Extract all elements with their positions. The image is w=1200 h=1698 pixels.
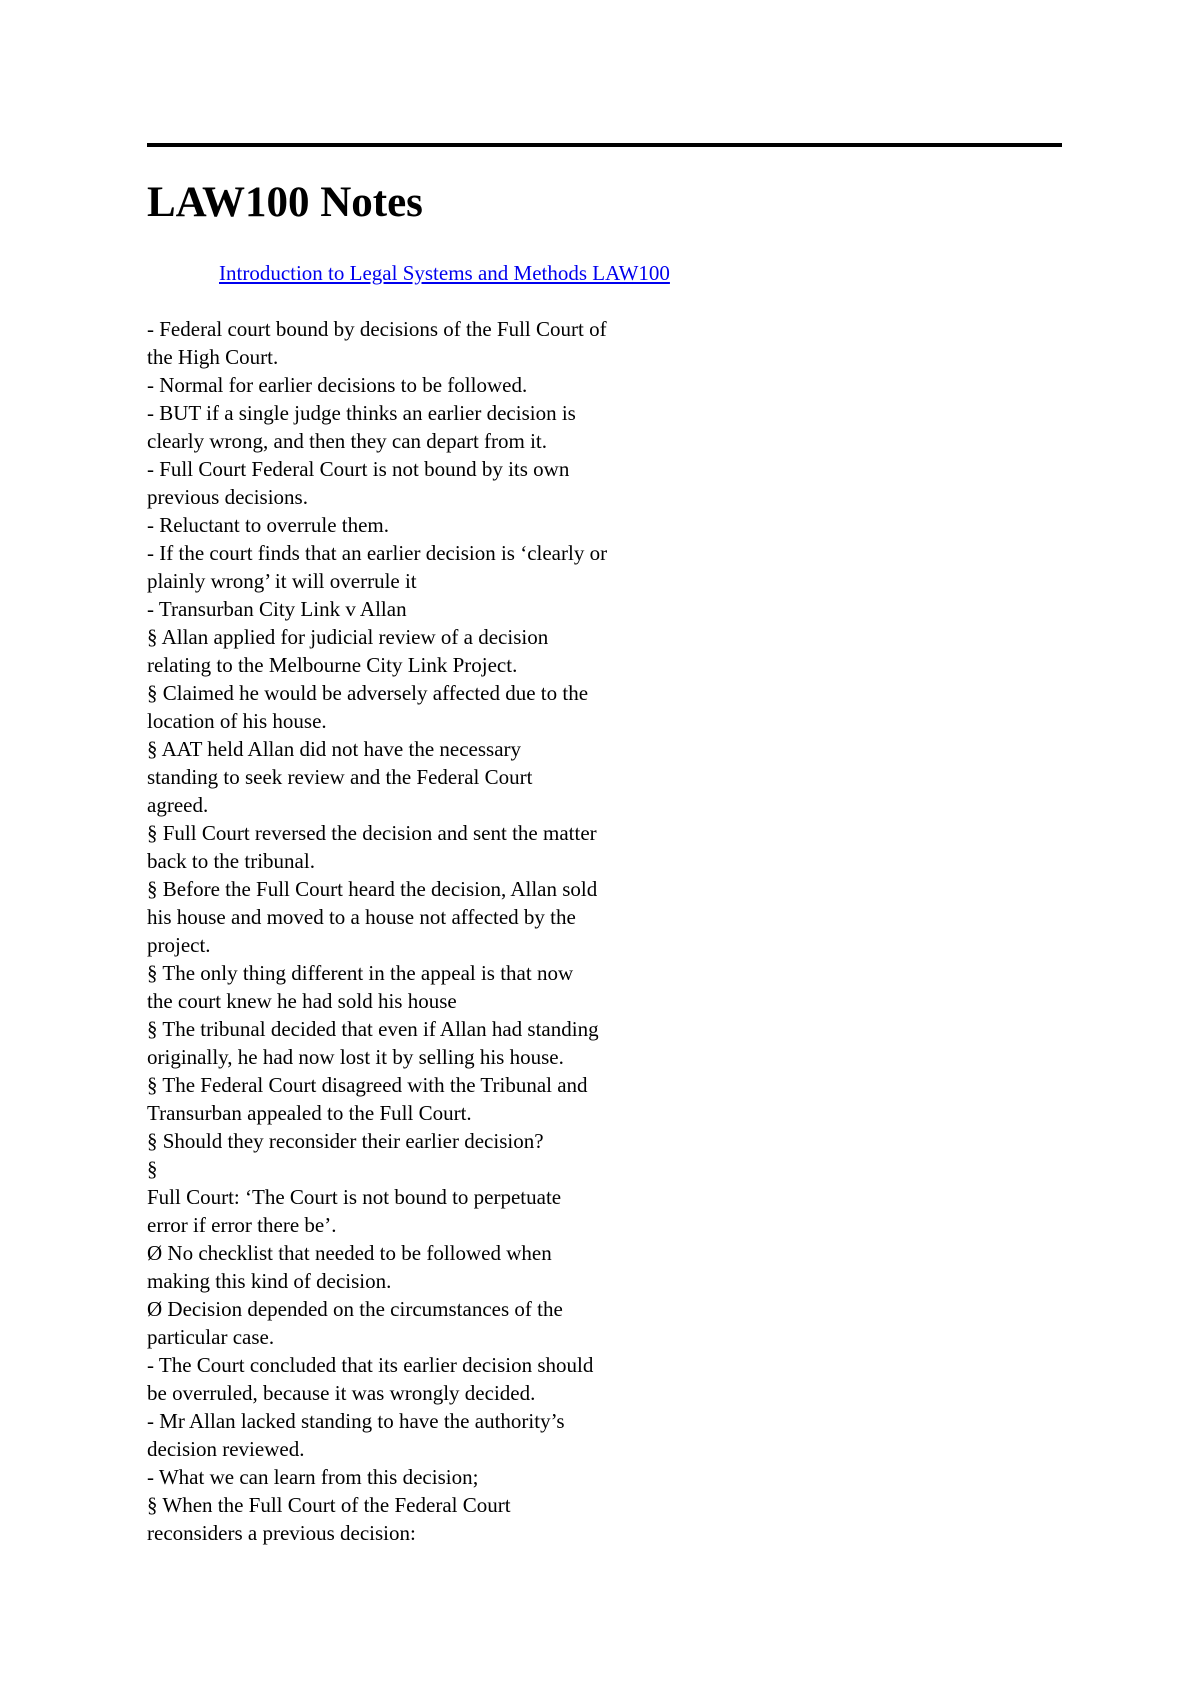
note-line: Ø No checklist that needed to be followed when (147, 1241, 552, 1265)
note-line: - Mr Allan lacked standing to have the authority’s (147, 1409, 565, 1433)
note-line: § Claimed he would be adversely affected due to the (147, 681, 589, 705)
note-line: the court knew he had sold his house (147, 989, 457, 1013)
note-line: error if error there be’. (147, 1213, 337, 1237)
note-line: § Allan applied for judicial review of a decision (147, 625, 549, 649)
note-line: making this kind of decision. (147, 1269, 392, 1293)
note-line: - Full Court Federal Court is not bound by its own (147, 457, 570, 481)
note-line: - What we can learn from this decision; (147, 1465, 479, 1489)
note-line: § (147, 1157, 158, 1181)
note-line: - The Court concluded that its earlier decision should (147, 1353, 594, 1377)
note-line: § The only thing different in the appeal is that now (147, 961, 574, 985)
note-line: decision reviewed. (147, 1437, 305, 1461)
note-line: § The Federal Court disagreed with the Tribunal and (147, 1073, 588, 1097)
note-line: clearly wrong, and then they can depart from it. (147, 429, 548, 453)
note-line: plainly wrong’ it will overrule it (147, 569, 417, 593)
note-line: previous decisions. (147, 485, 308, 509)
note-line: originally, he had now lost it by selling his house. (147, 1045, 564, 1069)
note-line: Transurban appealed to the Full Court. (147, 1101, 472, 1125)
page-title: LAW100 Notes (147, 179, 423, 226)
note-line: reconsiders a previous decision: (147, 1521, 416, 1545)
note-line: - BUT if a single judge thinks an earlier decision is (147, 401, 576, 425)
note-line: standing to seek review and the Federal Court (147, 765, 533, 789)
note-line: - Transurban City Link v Allan (147, 597, 407, 621)
note-line: the High Court. (147, 345, 279, 369)
note-line: particular case. (147, 1325, 275, 1349)
note-line: § Should they reconsider their earlier decision? (147, 1129, 544, 1153)
note-line: - If the court finds that an earlier decision is ‘clearly or (147, 541, 608, 565)
note-line: Full Court: ‘The Court is not bound to perpetuate (147, 1185, 562, 1209)
note-line: location of his house. (147, 709, 327, 733)
note-line: § When the Full Court of the Federal Court (147, 1493, 511, 1517)
note-line: - Federal court bound by decisions of the Full Court of (147, 317, 607, 341)
note-line: - Reluctant to overrule them. (147, 513, 390, 537)
note-line: project. (147, 933, 211, 957)
note-line: relating to the Melbourne City Link Project. (147, 653, 518, 677)
note-line: Ø Decision depended on the circumstances of the (147, 1297, 563, 1321)
note-line: agreed. (147, 793, 209, 817)
note-line: back to the tribunal. (147, 849, 315, 873)
notes-body (147, 315, 707, 1547)
course-link[interactable]: Introduction to Legal Systems and Methods LAW100 (219, 261, 670, 285)
note-line: his house and moved to a house not affected by the (147, 905, 576, 929)
note-line: § The tribunal decided that even if Allan had standing (147, 1017, 599, 1041)
note-line: § Before the Full Court heard the decision, Allan sold (147, 877, 598, 901)
horizontal-rule (147, 143, 1062, 147)
note-line: be overruled, because it was wrongly decided. (147, 1381, 536, 1405)
note-line: § Full Court reversed the decision and sent the matter (147, 821, 597, 845)
note-line: - Normal for earlier decisions to be followed. (147, 373, 528, 397)
note-line: § AAT held Allan did not have the necessary (147, 737, 522, 761)
